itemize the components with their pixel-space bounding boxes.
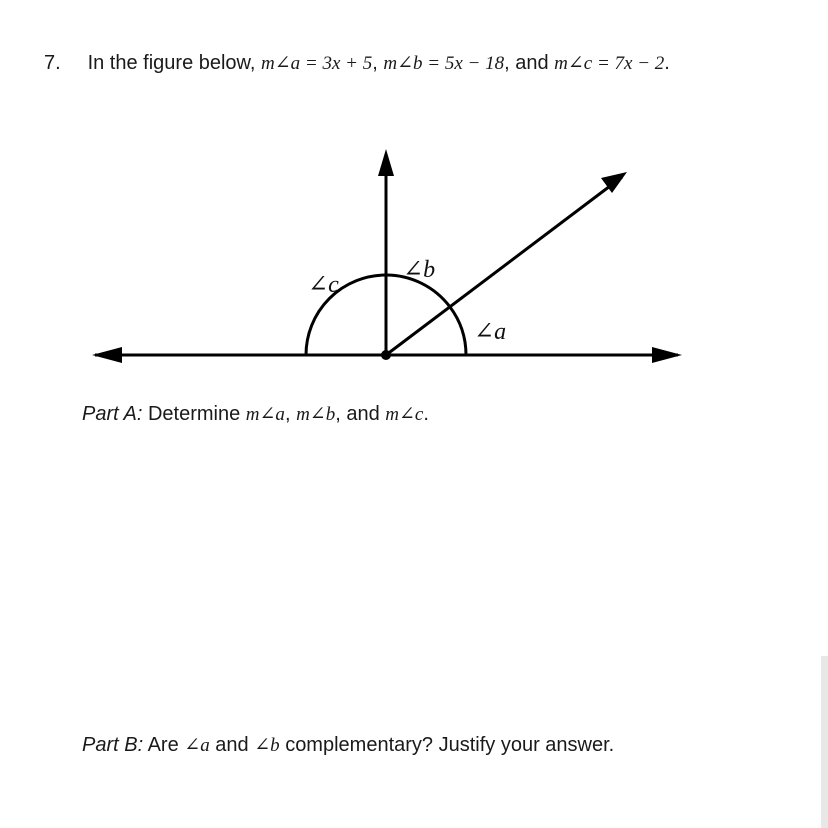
part-a-m-a: m∠a (245, 404, 285, 425)
arrowhead-right (652, 347, 682, 363)
label-angle-a: ∠a (474, 319, 507, 345)
question-separator-1: , (372, 52, 378, 74)
expression-angle-a: m∠a = 3x + 5 (261, 53, 373, 74)
part-a-and: , and (335, 403, 380, 425)
expression-angle-c: m∠c = 7x − 2 (554, 53, 665, 74)
part-b-angle-a: ∠a (184, 735, 210, 756)
label-angle-c: ∠c (308, 272, 339, 298)
arrowhead-up (378, 149, 394, 176)
question-separator-2: , and (504, 52, 549, 74)
question-end: . (664, 52, 670, 74)
vertex-point (381, 350, 391, 360)
part-b-angle-b: ∠b (254, 735, 280, 756)
expression-angle-b: m∠b = 5x − 18 (383, 53, 505, 74)
part-a-m-b: m∠b (296, 404, 336, 425)
arrowhead-left (92, 347, 122, 363)
part-b-prompt (82, 732, 614, 759)
label-angle-b: ∠b (403, 257, 436, 283)
scrollbar-track[interactable] (821, 656, 828, 828)
part-b-text-2: complementary? Justify your answer. (285, 734, 615, 756)
part-a-label: Part A: (82, 403, 143, 425)
part-a-end: . (423, 403, 429, 425)
part-b-label: Part B: (82, 734, 144, 756)
part-a-text: Determine (147, 403, 241, 425)
part-a-comma: , (284, 403, 291, 425)
part-a-prompt (82, 401, 429, 428)
question-intro: In the figure below, (87, 52, 256, 74)
part-a-m-c: m∠c (385, 404, 424, 425)
part-b-and: and (215, 734, 249, 756)
part-b-text-1: Are (147, 734, 179, 756)
question-number: 7. (44, 52, 61, 74)
arc-angle-a (450, 307, 466, 355)
